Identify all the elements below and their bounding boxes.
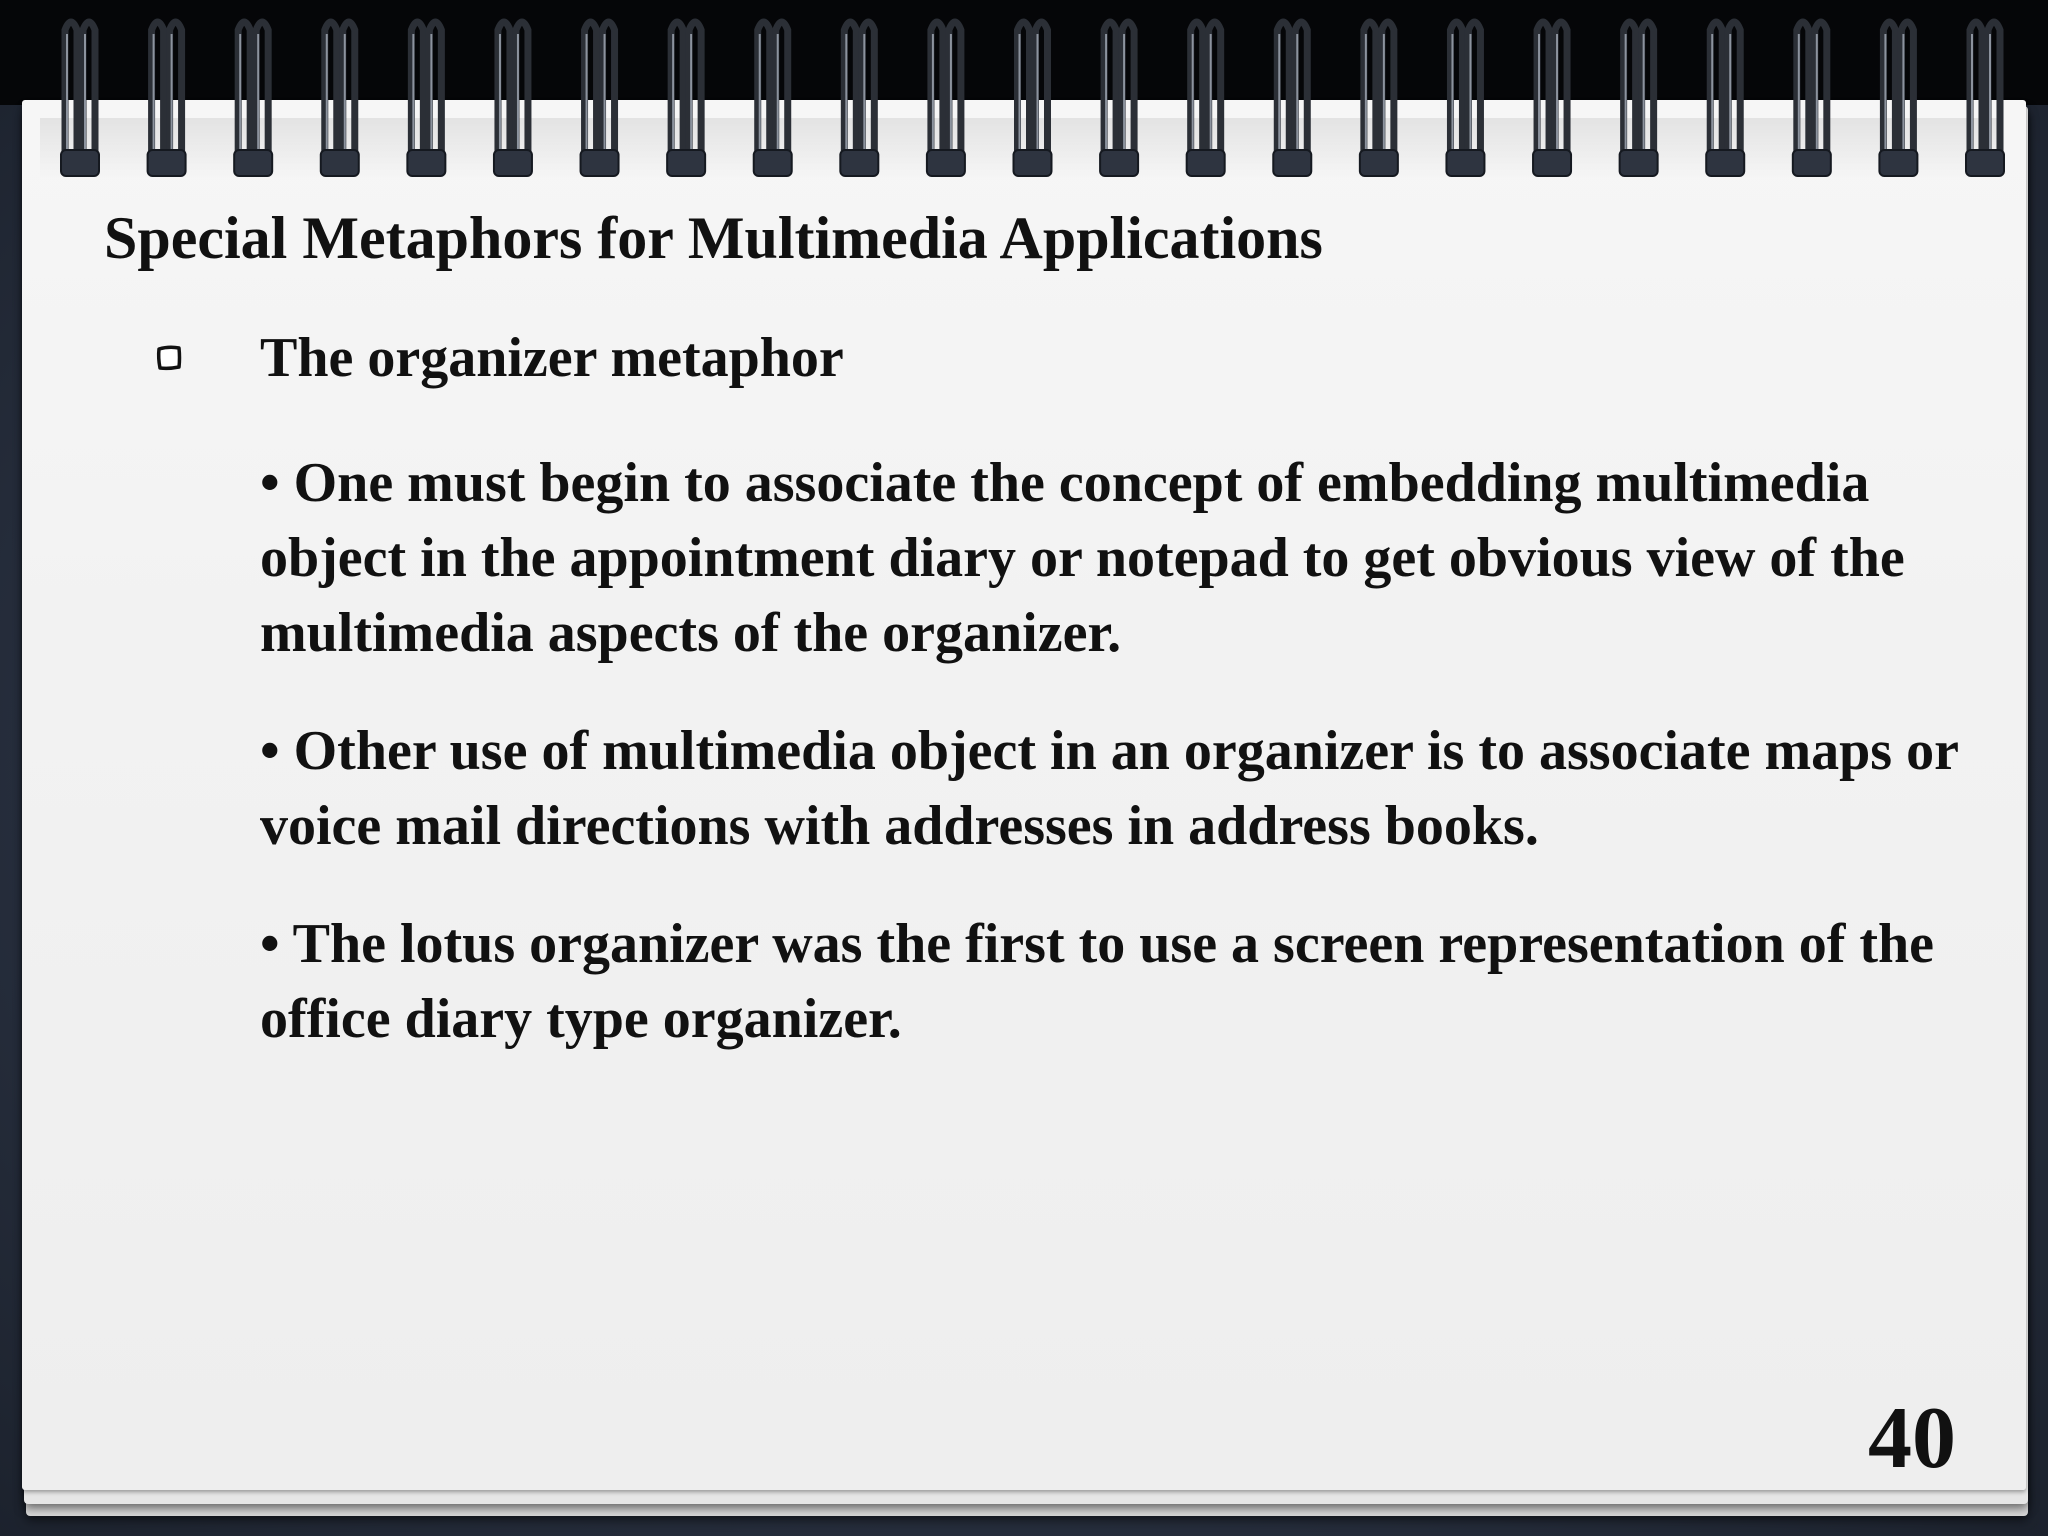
spiral-binding-icon bbox=[0, 0, 2048, 185]
binding-ring bbox=[148, 22, 186, 176]
binding-ring bbox=[1533, 22, 1571, 176]
binding-ring bbox=[927, 22, 965, 176]
bullet-symbol: • bbox=[260, 720, 280, 782]
section-heading-row bbox=[150, 326, 1950, 406]
binding-ring bbox=[1187, 22, 1225, 176]
binding-ring bbox=[234, 22, 272, 176]
binding-ring bbox=[494, 22, 532, 176]
binding-ring bbox=[1966, 22, 2004, 176]
bullet-text: One must begin to associate the concept of embedding multimedia object in the appointment diary or notepad to get obvious view of the multimedia aspects of the organizer. bbox=[260, 452, 1905, 664]
bullet-list bbox=[260, 446, 1960, 1100]
bullet-text: The lotus organizer was the first to use a screen representation of the office diary type organizer. bbox=[260, 913, 1935, 1050]
binding-ring bbox=[321, 22, 359, 176]
binding-ring bbox=[1793, 22, 1831, 176]
bullet-item bbox=[260, 907, 1960, 1057]
binding-ring bbox=[754, 22, 792, 176]
bullet-item bbox=[260, 446, 1960, 671]
binding-ring bbox=[1706, 22, 1744, 176]
binding-ring bbox=[1273, 22, 1311, 176]
bullet-symbol: • bbox=[260, 913, 280, 975]
binding-ring bbox=[407, 22, 445, 176]
page-number: 40 bbox=[1868, 1390, 1956, 1487]
checkbox-icon bbox=[155, 344, 183, 372]
binding-ring bbox=[1620, 22, 1658, 176]
binding-ring bbox=[1360, 22, 1398, 176]
binding-ring bbox=[1100, 22, 1138, 176]
bullet-text: Other use of multimedia object in an organizer is to associate maps or voice mail directions with addresses in address books. bbox=[260, 720, 1958, 857]
slide-title: Special Metaphors for Multimedia Applications bbox=[104, 205, 1323, 271]
binding-ring bbox=[61, 22, 99, 176]
binding-ring bbox=[1014, 22, 1052, 176]
bullet-item bbox=[260, 714, 1960, 864]
binding-ring bbox=[840, 22, 878, 176]
binding-ring bbox=[1446, 22, 1484, 176]
binding-ring bbox=[667, 22, 705, 176]
section-heading: The organizer metaphor bbox=[260, 327, 844, 389]
bullet-symbol: • bbox=[260, 452, 280, 514]
binding-ring bbox=[1879, 22, 1917, 176]
binding-ring bbox=[581, 22, 619, 176]
